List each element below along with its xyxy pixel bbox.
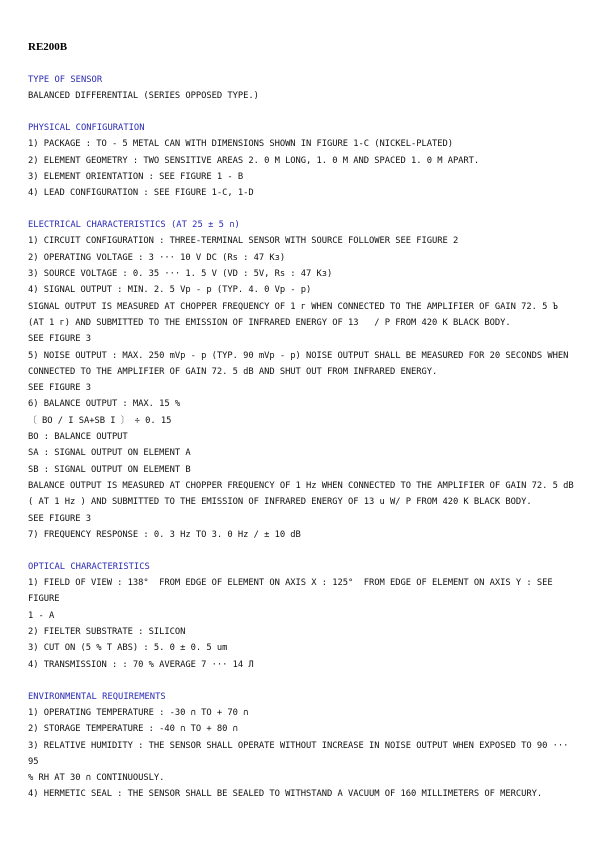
text-line: 6) BALANCE OUTPUT : MAX. 15 %: [28, 399, 181, 410]
text-line: 4) TRANSMISSION : : 70 % AVERAGE 7 ··· 14 Л: [28, 659, 254, 670]
text-line: BALANCE OUTPUT IS MEASURED AT CHOPPER FREQUENCY OF 1 Hz WHEN CONNECTED TO THE AMPLIFIER OF GAIN 72. 5 dB: [28, 480, 574, 491]
text-line: 1) FIELD OF VIEW : 138° FROM EDGE OF ELEMENT ON AXIS X : 125° FROM EDGE OF ELEMENT ON AXIS Y : SEE FIGURE: [28, 578, 558, 605]
section-heading: PHYSICAL CONFIGURATION: [28, 123, 145, 134]
text-line: 2) OPERATING VOLTAGE : 3 ··· 10 V DC (Rs : 47 Kз): [28, 252, 286, 263]
text-line: 4) LEAD CONFIGURATION : SEE FIGURE 1-C, 1-D: [28, 188, 254, 199]
text-line: BO : BALANCE OUTPUT: [28, 432, 128, 443]
text-line: 3) ELEMENT ORIENTATION : SEE FIGURE 1 - B: [28, 171, 244, 182]
section-heading: ENVIRONMENTAL REQUIREMENTS: [28, 691, 166, 702]
document-title: RE200B: [28, 41, 68, 53]
text-line: 1 - A: [28, 610, 55, 621]
text-line: SEE FIGURE 3: [28, 334, 91, 345]
text-line: 3) CUT ON (5 % T ABS) : 5. 0 ± 0. 5 um: [28, 643, 228, 654]
text-line: 5) NOISE OUTPUT : MAX. 250 mVp - p (TYP. 90 mVp - p) NOISE OUTPUT SHALL BE MEASURED FOR 20 SECONDS WHEN: [28, 350, 569, 361]
section-optical-characteristics: [28, 559, 574, 673]
text-line: 1) PACKAGE : TO - 5 METAL CAN WITH DIMENSIONS SHOWN IN FIGURE 1-C (NICKEL-PLATED): [28, 139, 453, 150]
section-heading: OPTICAL CHARACTERISTICS: [28, 562, 150, 573]
section-type-of-sensor: [28, 72, 574, 104]
text-line: 3) SOURCE VOLTAGE : 0. 35 ··· 1. 5 V (VD : 5V, Rs : 47 Kз): [28, 269, 333, 280]
section-electrical-characteristics: [28, 217, 574, 543]
text-line: % RH AT 30 ∩ CONTINUOUSLY.: [28, 773, 165, 784]
text-line: CONNECTED TO THE AMPLIFIER OF GAIN 72. 5 dB AND SHUT OUT FROM INFRARED ENERGY.: [28, 366, 438, 377]
text-line: 7) FREQUENCY RESPONSE : 0. 3 Hz TO 3. 0 Hz / ± 10 dB: [28, 529, 301, 540]
section-heading: ELECTRICAL CHARACTERISTICS (AT 25 ± 5 ∩): [28, 220, 240, 231]
section-physical-configuration: [28, 120, 574, 201]
text-line: 2) ELEMENT GEOMETRY : TWO SENSITIVE AREAS 2. 0 M LONG, 1. 0 M AND SPACED 1. 0 M APART.: [28, 155, 480, 166]
text-line: ( AT 1 Hz ) AND SUBMITTED TO THE EMISSION OF INFRARED ENERGY OF 13 u W/ Р FROM 420 K BLACK BODY.: [28, 497, 532, 508]
text-line: SB : SIGNAL OUTPUT ON ELEMENT B: [28, 464, 191, 475]
text-line: 4) SIGNAL OUTPUT : MIN. 2. 5 Vp - p (TYP. 4. 0 Vp - p): [28, 285, 312, 296]
text-line: SIGNAL OUTPUT IS MEASURED AT CHOPPER FREQUENCY OF 1 г WHEN CONNECTED TO THE AMPLIFIER OF GAIN 72. 5 Ъ: [28, 301, 558, 312]
text-line: 1) CIRCUIT CONFIGURATION : THREE-TERMINAL SENSOR WITH SOURCE FOLLOWER SEE FIGURE 2: [28, 236, 459, 247]
text-line: 1) OPERATING TEMPERATURE : -30 ∩ TO + 70 ∩: [28, 707, 249, 718]
text-line: SEE FIGURE 3: [28, 383, 91, 394]
text-line: SEE FIGURE 3: [28, 513, 91, 524]
text-line: BALANCED DIFFERENTIAL (SERIES OPPOSED TYPE.): [28, 91, 259, 101]
text-line: 3) RELATIVE HUMIDITY : THE SENSOR SHALL OPERATE WITHOUT INCREASE IN NOISE OUTPUT WHEN EXPOSED TO 90 ··· 95: [28, 740, 574, 767]
text-line: 〔 BO / I SA+SB I 〕 ÷ 0. 15: [28, 415, 172, 426]
text-line: 4) HERMETIC SEAL : THE SENSOR SHALL BE SEALED TO WITHSTAND A VACUUM OF 160 MILLIMETERS OF MERCURY.: [28, 789, 543, 800]
text-line: SA : SIGNAL OUTPUT ON ELEMENT A: [28, 448, 191, 459]
section-heading: TYPE OF SENSOR: [28, 75, 103, 85]
text-line: 2) FIELTER SUBSTRATE : SILICON: [28, 627, 186, 638]
text-line: 2) STORAGE TEMPERATURE : -40 ∩ TO + 80 ∩: [28, 724, 238, 735]
section-environmental-requirements: [28, 689, 574, 803]
text-line: (AT 1 г) AND SUBMITTED TO THE EMISSION OF INFRARED ENERGY OF 13 / Р FROM 420 K BLACK BODY.: [28, 317, 511, 328]
